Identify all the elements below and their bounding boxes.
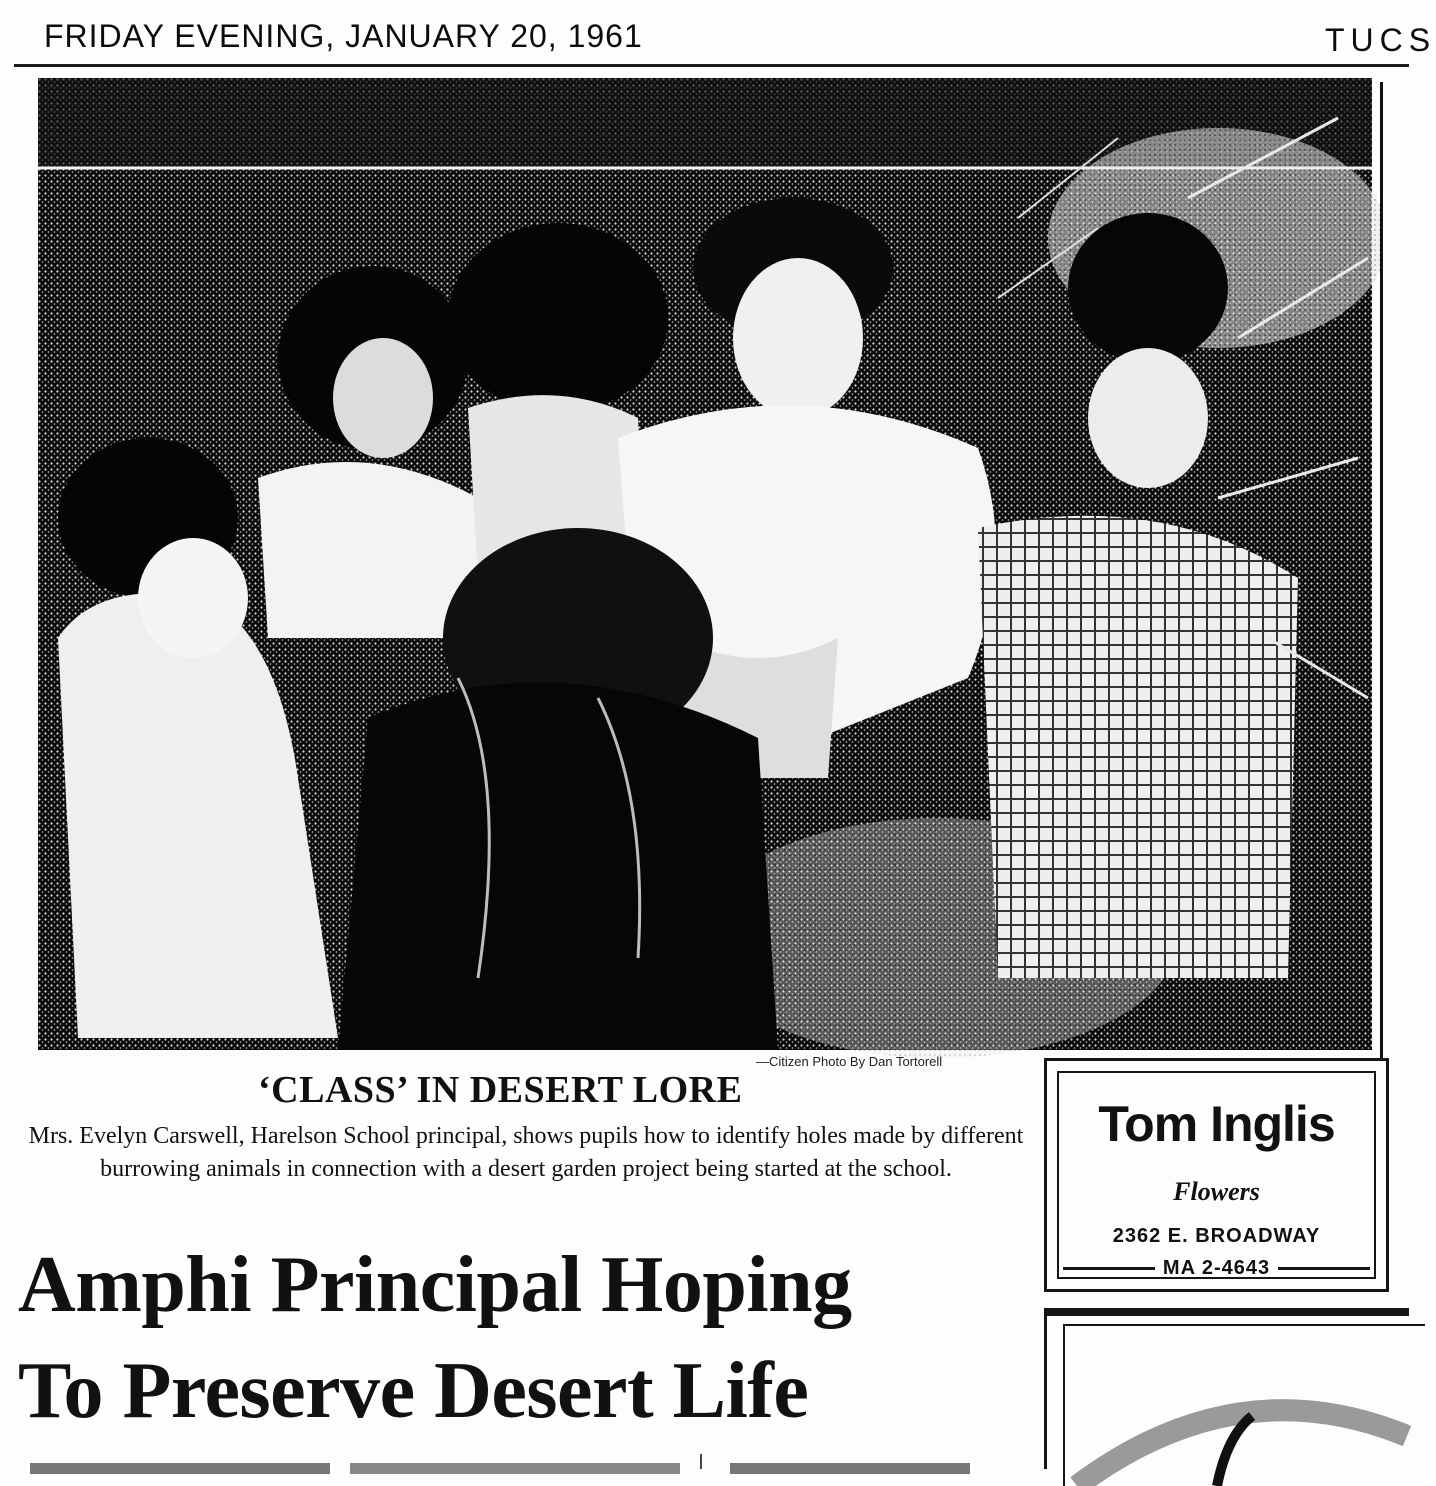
flower-shop-ad — [1044, 1058, 1389, 1292]
photo-credit: —Citizen Photo By Dan Tortorell — [756, 1054, 943, 1069]
caption-text: Mrs. Evelyn Carswell, Harelson School principal, shows pupils how to identify holes made by different burrowing animals in connection with a desert garden project being started at the school. — [28, 1123, 1024, 1182]
ad-address: 2362 E. BROADWAY — [1112, 1225, 1321, 1247]
column-rule — [1380, 82, 1409, 1082]
second-ad — [1044, 1308, 1409, 1469]
ad-arc-graphic — [1067, 1376, 1407, 1486]
news-photo — [38, 78, 1372, 1050]
caption-headline: ‘CLASS’ IN DESERT LORE — [258, 1069, 743, 1111]
phone-rule-left — [1063, 1267, 1155, 1270]
masthead-fragment: TUCS — [1325, 22, 1436, 58]
photo-illustration — [38, 78, 1372, 1050]
ad-business-name: Tom Inglis — [1098, 1096, 1335, 1152]
ad-phone-row — [1063, 1257, 1370, 1280]
headline-line-2: To Preserve Desert Life — [18, 1347, 809, 1435]
article-body-cutoff — [30, 1454, 990, 1469]
column-divider — [700, 1454, 702, 1469]
dateline: FRIDAY EVENING, JANUARY 20, 1961 — [44, 18, 643, 54]
headline-line-1: Amphi Principal Hoping — [18, 1241, 852, 1329]
article-headline — [18, 1232, 1028, 1444]
ad-phone: MA 2-4643 — [1162, 1257, 1271, 1279]
top-rule — [14, 64, 1409, 67]
cutoff-text-strip — [30, 1459, 990, 1474]
ad-subtitle: Flowers — [1173, 1177, 1260, 1206]
phone-rule-right — [1278, 1267, 1370, 1270]
